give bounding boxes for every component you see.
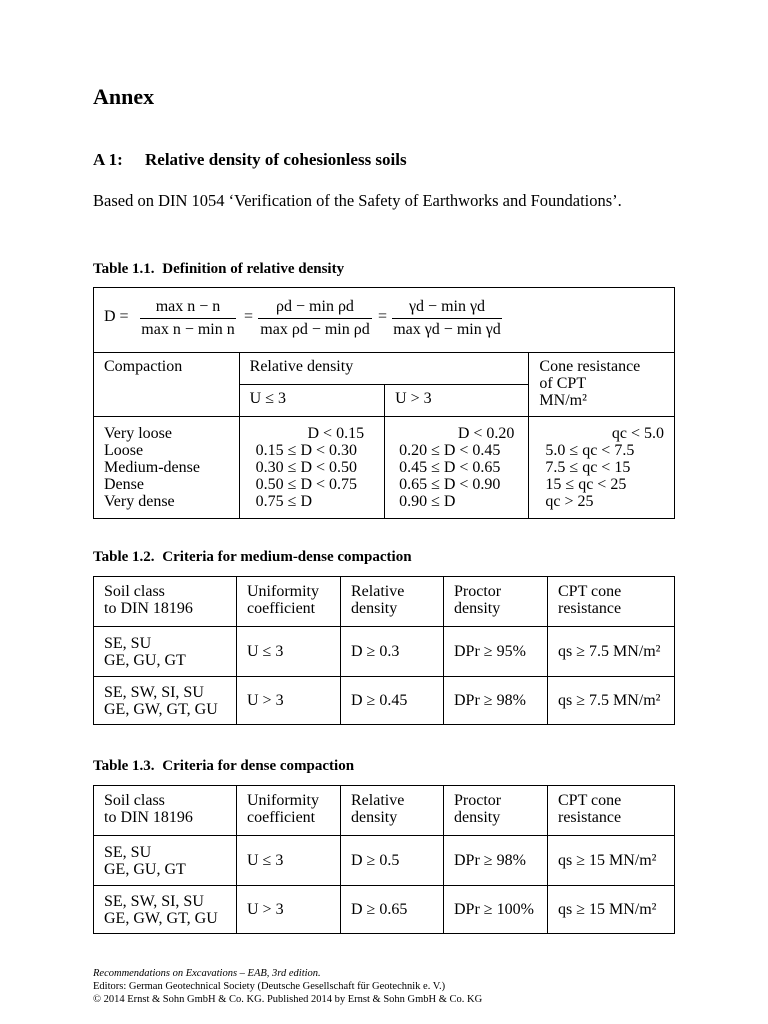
annex-heading: Annex (93, 84, 155, 109)
formula-lhs: D = (104, 308, 129, 325)
density-u-le-3-list (239, 417, 384, 519)
table3-caption (93, 758, 354, 775)
soil-class-cell: SE, SU GE, GU, GT (94, 836, 237, 886)
compaction-item: Dense (104, 476, 144, 493)
header-proctor: Proctor density (444, 786, 548, 836)
proctor-cell: DPr ≥ 95% (444, 627, 548, 677)
table-row (94, 836, 675, 886)
compaction-list (94, 417, 240, 519)
density-value: 0.50 ≤ D < 0.75 (255, 476, 358, 493)
fraction-dry-density (258, 298, 372, 339)
relative-density-cell: D ≥ 0.65 (341, 886, 444, 934)
section-number: A 1: (93, 150, 123, 169)
density-value: 0.30 ≤ D < 0.50 (255, 459, 358, 476)
cone-value: qc < 5.0 (611, 425, 664, 442)
density-value: D < 0.15 (307, 425, 365, 442)
header-relative-density: Relative density (239, 353, 529, 385)
uniformity-cell: U ≤ 3 (237, 627, 341, 677)
density-value: 0.15 ≤ D < 0.30 (255, 442, 358, 459)
medium-dense-criteria-table (93, 576, 675, 725)
compaction-item: Medium-dense (104, 459, 200, 476)
density-value: D < 0.20 (457, 425, 515, 442)
soil-class-cell: SE, SU GE, GU, GT (94, 627, 237, 677)
cone-values-list (529, 417, 675, 519)
fraction-dry-density-denominator: max ρd − min ρd (260, 321, 370, 338)
density-u-gt-3-list (385, 417, 529, 519)
relative-density-cell: D ≥ 0.45 (341, 677, 444, 725)
proctor-cell: DPr ≥ 98% (444, 836, 548, 886)
footer-line-copyright: © 2014 Ernst & Sohn GmbH & Co. KG. Published 2014 by Ernst & Sohn GmbH & Co. KG (93, 994, 483, 1005)
cone-value: 15 ≤ qc < 25 (545, 476, 627, 493)
formula-equals-1: = (244, 308, 254, 325)
relative-density-cell: D ≥ 0.3 (341, 627, 444, 677)
uniformity-cell: U > 3 (237, 886, 341, 934)
footer-line-book: Recommendations on Excavations – EAB, 3rd edition. (93, 968, 321, 979)
uniformity-cell: U ≤ 3 (237, 836, 341, 886)
compaction-item: Loose (104, 442, 144, 459)
header-relative-density: Relative density (341, 786, 444, 836)
header-cone-resistance (529, 353, 675, 417)
table3-caption-title: Criteria for dense compaction (162, 758, 355, 774)
formula-equals-2: = (378, 308, 388, 325)
density-value: 0.45 ≤ D < 0.65 (399, 459, 501, 476)
cpt-cell: qs ≥ 7.5 MN/m² (548, 627, 675, 677)
fraction-unit-weight-denominator: max γd − min γd (393, 321, 501, 338)
header-u-gt-3: U > 3 (385, 385, 529, 417)
fraction-porosity-numerator: max n − n (155, 298, 221, 315)
header-soil-class: Soil class to DIN 18196 (94, 577, 237, 627)
header-cpt: CPT cone resistance (548, 577, 675, 627)
table-row (94, 677, 675, 725)
table2-caption (93, 549, 412, 566)
fraction-unit-weight (392, 298, 502, 339)
table1-caption-label: Table 1.1. (93, 261, 155, 277)
proctor-cell: DPr ≥ 100% (444, 886, 548, 934)
header-u-le-3: U ≤ 3 (239, 385, 384, 417)
header-cone-line: of CPT (539, 375, 587, 392)
section-title: Relative density of cohesionless soils (145, 150, 407, 169)
soil-class-cell: SE, SW, SI, SU GE, GW, GT, GU (94, 677, 237, 725)
header-relative-density: Relative density (341, 577, 444, 627)
footer-line-editors: Editors: German Geotechnical Society (Deutsche Gesellschaft für Geotechnik e. V.) (93, 981, 446, 992)
cpt-cell: qs ≥ 7.5 MN/m² (548, 677, 675, 725)
cpt-cell: qs ≥ 15 MN/m² (548, 836, 675, 886)
intro-paragraph: Based on DIN 1054 ‘Verification of the Safety of Earthworks and Foundations’. (93, 191, 622, 210)
table2-caption-label: Table 1.2. (93, 549, 155, 565)
density-value: 0.90 ≤ D (399, 493, 456, 510)
uniformity-cell: U > 3 (237, 677, 341, 725)
header-cone-line: MN/m² (539, 392, 587, 409)
cone-value: 7.5 ≤ qc < 15 (545, 459, 631, 476)
cpt-cell: qs ≥ 15 MN/m² (548, 886, 675, 934)
table1-caption (93, 261, 344, 278)
fraction-porosity-denominator: max n − min n (141, 321, 235, 338)
header-compaction: Compaction (94, 353, 240, 417)
density-value: 0.75 ≤ D (255, 493, 312, 510)
header-uniformity: Uniformity coefficient (237, 577, 341, 627)
table-row (94, 627, 675, 677)
relative-density-cell: D ≥ 0.5 (341, 836, 444, 886)
dense-criteria-table (93, 785, 675, 934)
density-value: 0.65 ≤ D < 0.90 (399, 476, 501, 493)
header-cpt: CPT cone resistance (548, 786, 675, 836)
table-row (94, 886, 675, 934)
section-heading (93, 150, 407, 170)
proctor-cell: DPr ≥ 98% (444, 677, 548, 725)
density-value: 0.20 ≤ D < 0.45 (399, 442, 501, 459)
compaction-item: Very loose (104, 425, 172, 442)
table1-caption-title: Definition of relative density (162, 261, 345, 277)
fraction-dry-density-numerator: ρd − min ρd (276, 298, 354, 315)
header-cone-line: Cone resistance (539, 358, 641, 375)
compaction-item: Very dense (104, 493, 175, 510)
header-proctor: Proctor density (444, 577, 548, 627)
fraction-porosity (140, 298, 236, 339)
header-soil-class: Soil class to DIN 18196 (94, 786, 237, 836)
header-uniformity: Uniformity coefficient (237, 786, 341, 836)
cone-value: qc > 25 (545, 493, 594, 510)
page-footer (93, 967, 482, 1006)
table3-caption-label: Table 1.3. (93, 758, 155, 774)
soil-class-cell: SE, SW, SI, SU GE, GW, GT, GU (94, 886, 237, 934)
relative-density-table (93, 287, 675, 519)
cone-value: 5.0 ≤ qc < 7.5 (545, 442, 635, 459)
formula-cell (94, 288, 675, 353)
fraction-unit-weight-numerator: γd − min γd (408, 298, 486, 315)
table2-caption-title: Criteria for medium-dense compaction (162, 549, 412, 565)
